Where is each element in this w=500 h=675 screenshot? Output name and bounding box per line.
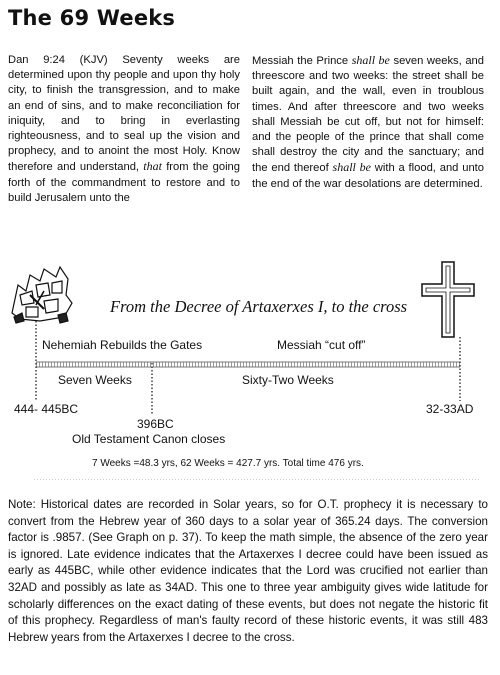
sixty-two-weeks-label: Sixty-Two Weeks xyxy=(242,373,334,387)
canon-label: Old Testament Canon closes xyxy=(72,432,226,446)
scripture-text: with a flood, and unto the end of the war desolations are determined. xyxy=(252,162,485,190)
mid-date: 396BC xyxy=(137,417,174,431)
decree-caption: From the Decree of Artaxerxes I, to the cross xyxy=(110,297,408,316)
start-date: 444- 445BC xyxy=(14,402,79,416)
scripture-left-column xyxy=(8,53,240,206)
scripture-reference: Dan 9:24 (KJV) xyxy=(8,54,108,66)
timeline-graphics xyxy=(0,255,500,480)
rubble-wall-icon xyxy=(12,267,72,323)
scripture-italic-word: shall be xyxy=(332,160,371,175)
scripture-text: from the going forth of the commandment to restore and to build Jerusalem unto the xyxy=(8,161,240,204)
scripture-italic-word: shall be xyxy=(351,53,390,67)
cross-icon xyxy=(422,262,474,337)
seven-weeks-label: Seven Weeks xyxy=(58,373,132,387)
scripture-italic-word: that xyxy=(143,159,162,174)
timeline-axis xyxy=(36,362,460,367)
messiah-label: Messiah “cut off” xyxy=(277,338,366,352)
scripture-text: Seventy weeks are determined upon thy people and upon thy holy city, to finish the transgression, and to make an end of sins, and to make reconciliation for iniquity, and to bring in everlasting righteousness, and to seal up the vision and prophecy, and to anoint the most Holy. Know therefore and understand, xyxy=(8,54,240,174)
timeline-diagram xyxy=(0,255,500,480)
scripture-text: seven weeks, and threescore and two weeks: the street shall be built again, and the wall, even in troublous times. And after threescore and two weeks shall Messiah be cut off, but not for himself: and the people of the prince that shall come shall destroy the city and the sanctuary; and the end thereof xyxy=(252,55,484,175)
totals-label: 7 Weeks =48.3 yrs, 62 Weeks = 427.7 yrs. Total time 476 yrs. xyxy=(92,458,364,469)
nehemiah-label: Nehemiah Rebuilds the Gates xyxy=(42,338,203,352)
scripture-text: Messiah the Prince xyxy=(252,55,352,67)
page-title: The 69 Weeks xyxy=(8,6,176,30)
end-date: 32-33AD xyxy=(426,402,474,416)
scripture-right-column xyxy=(252,53,484,192)
historical-note: Note: Historical dates are recorded in Solar years, so for O.T. prophecy it is necessary to convert from the Hebrew year of 360 days to a solar year of 365.24 days. The conversion factor is .9857. (See Graph on p. 37). To keep the math simple, the absence of the zero year is ignored. Late evidence indicates that the Artaxerxes I decree could have been issued as early as 445BC, while other evidence indicates that the Lord was crucified not earlier than 32AD and possibly as late as 34AD. This one to three year ambiguity gives wide latitude for scholarly differences on the exact dating of these events, but does not negate the historic fit of this prophecy. Regardless of man's faulty record of these historic events, it was still 483 Hebrew years from the Artaxerxes I decree to the cross. xyxy=(8,498,488,644)
